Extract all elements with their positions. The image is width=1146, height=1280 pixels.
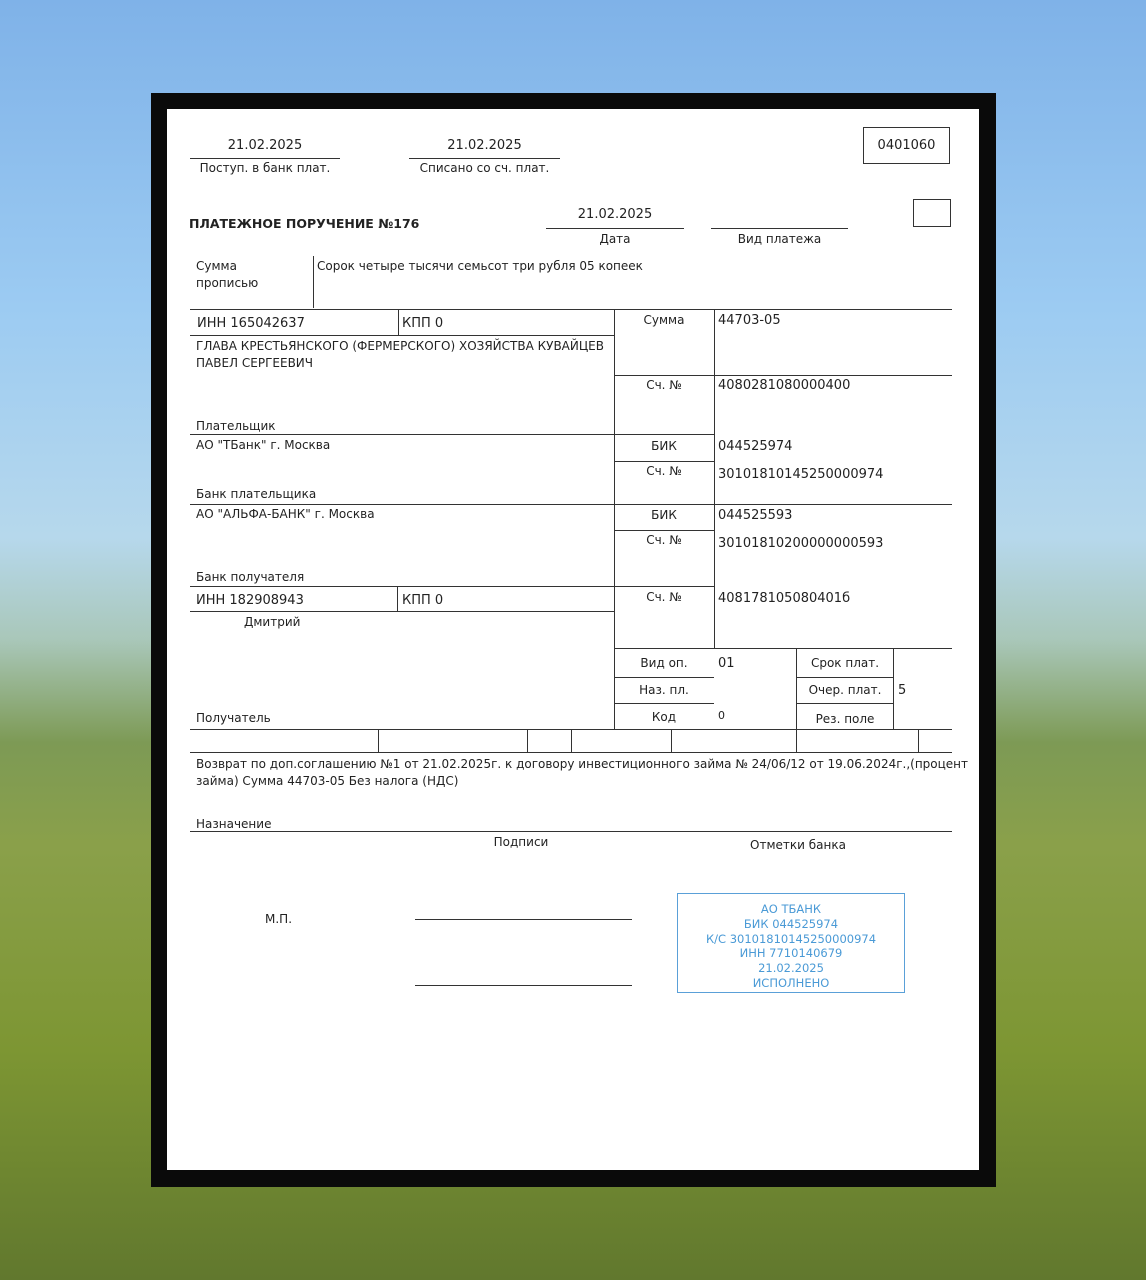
queue-value: 5: [898, 683, 907, 698]
grid-line: [190, 611, 614, 612]
grid-line: [571, 729, 572, 752]
due-label: Срок плат.: [810, 656, 880, 670]
stamp-date: 21.02.2025: [758, 961, 824, 976]
code-label: Код: [651, 710, 677, 724]
document-title: ПЛАТЕЖНОЕ ПОРУЧЕНИЕ №176: [189, 216, 420, 231]
payment-type-line: [711, 228, 848, 229]
stamp-status: ИСПОЛНЕНО: [752, 975, 830, 990]
grid-line: [190, 434, 715, 435]
recipient-label: Получатель: [196, 711, 271, 725]
grid-line: [797, 703, 893, 704]
grid-line: [614, 648, 952, 649]
grid-line: [378, 729, 379, 752]
seal-label: М.П.: [265, 912, 293, 926]
payer-account-value: 4080281080000400: [718, 378, 851, 393]
grid-line: [614, 530, 714, 531]
grid-line: [797, 677, 893, 678]
empty-code-box: [913, 199, 951, 227]
recipient-bik-label: БИК: [651, 508, 677, 522]
reserve-label: Рез. поле: [815, 712, 875, 726]
grid-line: [918, 729, 919, 752]
signature-line-1: [415, 919, 632, 920]
op-type-label: Вид оп.: [640, 656, 688, 670]
stamp-corr-account: К/С 30101810145250000974: [705, 931, 877, 946]
amount-words-divider: [313, 256, 314, 308]
payer-kpp: КПП 0: [402, 316, 444, 331]
debited-date-line: [409, 158, 560, 159]
stamp-inn: ИНН 7710140679: [739, 946, 843, 961]
received-date: 21.02.2025: [227, 138, 303, 153]
payer-label: Плательщик: [196, 419, 276, 433]
queue-label: Очер. плат.: [808, 683, 882, 697]
payer-name-line1: ГЛАВА КРЕСТЬЯНСКОГО (ФЕРМЕРСКОГО) ХОЗЯЙСТВА КУВАЙЦЕВ: [196, 339, 604, 353]
payer-name-line2: ПАВЕЛ СЕРГЕЕВИЧ: [196, 356, 313, 370]
payer-bik-value: 044525974: [718, 439, 793, 454]
recipient-kpp: КПП 0: [402, 593, 444, 608]
recipient-name: Дмитрий: [244, 615, 301, 629]
grid-line: [190, 335, 614, 336]
grid-line: [614, 461, 714, 462]
recipient-bank-label: Банк получателя: [196, 570, 305, 584]
code-value: 0: [718, 709, 725, 722]
order-date-label: Дата: [599, 232, 631, 246]
grid-line: [796, 729, 797, 752]
debited-label: Списано со сч. плат.: [419, 161, 550, 175]
purpose-line1: Возврат по доп.соглашению №1 от 21.02.2025г. к договору инвестиционного займа № 24/06/12 от 19.06.2024г.,(процент: [196, 757, 969, 771]
op-type-value: 01: [718, 656, 735, 671]
order-date-line: [546, 228, 684, 229]
grid-line: [527, 729, 528, 752]
bank-execution-stamp: [677, 893, 905, 993]
debited-date: 21.02.2025: [447, 138, 522, 153]
purpose-line2: займа) Сумма 44703-05 Без налога (НДС): [196, 774, 459, 788]
grid-line: [398, 309, 399, 335]
payment-type-label: Вид платежа: [737, 232, 822, 246]
purpose-label: Назначение: [196, 817, 272, 831]
grid-line: [190, 586, 715, 587]
received-date-line: [190, 158, 340, 159]
grid-line: [893, 648, 894, 729]
received-label: Поступ. в банк плат.: [199, 161, 331, 175]
recipient-bank-account-value: 30101810200000000593: [718, 536, 884, 551]
grid-line: [190, 831, 952, 832]
grid-line: [671, 729, 672, 752]
amount-words-label-1: Сумма: [196, 259, 237, 273]
grid-line: [714, 309, 715, 648]
recipient-account-label: Сч. №: [646, 590, 682, 604]
payer-bank-account-value: 30101810145250000974: [718, 467, 884, 482]
payer-bank-account-label: Сч. №: [646, 464, 682, 478]
purpose-code-label: Наз. пл.: [639, 683, 689, 697]
order-date: 21.02.2025: [577, 207, 653, 222]
grid-line: [614, 703, 714, 704]
grid-line: [614, 677, 714, 678]
amount-words-label-2: прописью: [196, 276, 259, 290]
payer-bank-name: АО "ТБанк" г. Москва: [196, 438, 331, 452]
recipient-inn: ИНН 182908943: [196, 593, 304, 608]
grid-line: [190, 752, 952, 753]
recipient-bank-account-label: Сч. №: [646, 533, 682, 547]
signatures-label: Подписи: [493, 835, 549, 849]
form-code: 0401060: [877, 138, 936, 153]
grid-line: [190, 309, 952, 310]
payer-bank-label: Банк плательщика: [196, 487, 317, 501]
grid-line: [397, 586, 398, 611]
recipient-bank-name: АО "АЛЬФА-БАНК" г. Москва: [196, 507, 375, 521]
stamp-bank-name: АО ТБАНК: [760, 902, 822, 916]
grid-line: [190, 504, 952, 505]
signature-line-2: [415, 985, 632, 986]
payer-bik-label: БИК: [651, 439, 677, 453]
sum-label: Сумма: [643, 313, 685, 327]
payer-inn: ИНН 165042637: [197, 316, 305, 331]
grid-line: [614, 375, 952, 376]
amount-words-value: Сорок четыре тысячи семьсот три рубля 05 копеек: [317, 259, 643, 273]
recipient-account-value: 408178105080401б: [718, 591, 851, 606]
bank-marks-label: Отметки банка: [750, 838, 846, 852]
recipient-bik-value: 044525593: [718, 508, 793, 523]
stamp-bik: БИК 044525974: [743, 916, 839, 931]
sum-value: 44703-05: [718, 313, 781, 328]
payer-account-label: Сч. №: [646, 378, 682, 392]
